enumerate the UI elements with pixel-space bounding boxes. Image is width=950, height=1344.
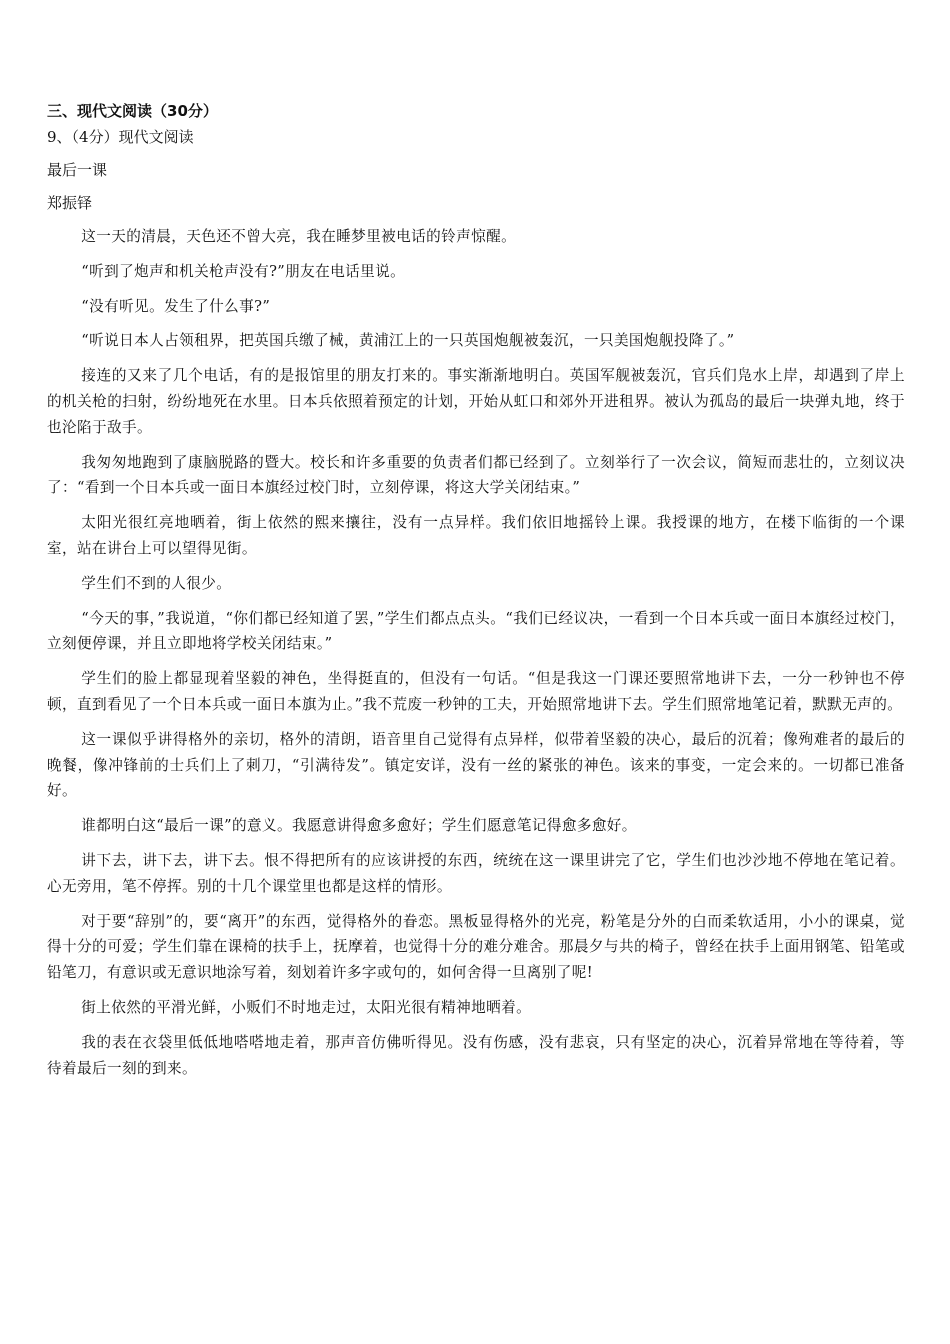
essay-paragraph: 我的表在衣袋里低低地嗒嗒地走着，那声音仿佛听得见。没有伤感，没有悲哀，只有坚定的决心，沉着异常地在等待着，等待着最后一刻的到来。 <box>47 1033 905 1077</box>
essay-paragraph: 接连的又来了几个电话，有的是报馆里的朋友打来的。事实渐渐地明白。英国军舰被轰沉，官兵们凫水上岸，却遇到了岸上的机关枪的扫射，纷纷地死在水里。日本兵依照着预定的计划，开始从虹口和郊外开进租界。被认为孤岛的最后一块弹丸地，终于也沦陷于敌手。 <box>47 367 905 436</box>
section-title: 三、现代文阅读（30分） <box>47 102 218 120</box>
essay-paragraph: “听说日本人占领租界，把英国兵缴了械，黄浦江上的一只英国炮舰被轰沉，一只美国炮舰投降了。” <box>81 332 735 350</box>
essay-paragraph: 学生们的脸上都显现着坚毅的神色，坐得挺直的，但没有一句话。“但是我这一门课还要照常地讲下去，一分一秒钟也不停顿，直到看见了一个日本兵或一面日本旗为止。”我不荒废一秒钟的工夫，开始照常地讲下去。学生们照常地笔记着，默默无声的。 <box>47 670 905 713</box>
essay-body <box>47 224 905 1090</box>
essay-paragraph: “听到了炮声和机关枪声没有?”朋友在电话里说。 <box>81 262 406 280</box>
question-label: 9、（4分）现代文阅读 <box>47 128 194 146</box>
essay-paragraph: “没有听见。发生了什么事?” <box>81 297 271 315</box>
essay-paragraph: “今天的事，”我说道，“你们都已经知道了罢，”学生们都点点头。“我们已经议决，一看到一个日本兵或一面日本旗经过校门，立刻便停课，并且立即地将学校关闭结束。” <box>47 609 905 653</box>
essay-paragraph: 谁都明白这“最后一课”的意义。我愿意讲得愈多愈好；学生们愿意笔记得愈多愈好。 <box>81 817 637 835</box>
essay-paragraph: 我匆匆地跑到了康脑脱路的暨大。校长和许多重要的负责者们都已经到了。立刻举行了一次会议，简短而悲壮的，立刻议决了：“看到一个日本兵或一面日本旗经过校门时，立刻停课，将这大学关闭结束。” <box>47 453 905 497</box>
essay-paragraph: 对于要“辞别”的，要“离开”的东西，觉得格外的眷恋。黑板显得格外的光亮，粉笔是分外的白而柔软适用，小小的课桌，觉得十分的可爱；学生们靠在课椅的扶手上，抚摩着，也觉得十分的难分难舍。那晨夕与共的椅子，曾经在扶手上面用钢笔、铅笔或铅笔刀，有意识或无意识地涂写着，刻划着许多字或句的，如何舍得一旦离别了呢! <box>47 912 905 982</box>
essay-paragraph: 街上依然的平滑光鲜，小贩们不时地走过，太阳光很有精神地晒着。 <box>81 998 532 1016</box>
essay-paragraph: 讲下去，讲下去，讲下去。恨不得把所有的应该讲授的东西，统统在这一课里讲完了它，学生们也沙沙地不停地在笔记着。心无旁用，笔不停挥。别的十几个课堂里也都是这样的情形。 <box>47 851 905 895</box>
essay-title: 最后一课 <box>47 161 108 179</box>
essay-author: 郑振铎 <box>47 194 93 212</box>
essay-paragraph: 太阳光很红亮地晒着，街上依然的熙来攘往，没有一点异样。我们依旧地摇铃上课。我授课的地方，在楼下临街的一个课室，站在讲台上可以望得见街。 <box>47 514 905 557</box>
essay-paragraph: 学生们不到的人很少。 <box>81 574 232 592</box>
essay-paragraph: 这一天的清晨，天色还不曾大亮，我在睡梦里被电话的铃声惊醒。 <box>81 228 517 245</box>
essay-paragraph: 这一课似乎讲得格外的亲切，格外的清朗，语音里自己觉得有点异样，似带着坚毅的决心，最后的沉着；像殉难者的最后的晚餐，像冲锋前的士兵们上了刺刀，“引满待发”。镇定安详，没有一丝的紧张的神色。该来的事变，一定会来的。一切都已准备好。 <box>47 730 905 800</box>
